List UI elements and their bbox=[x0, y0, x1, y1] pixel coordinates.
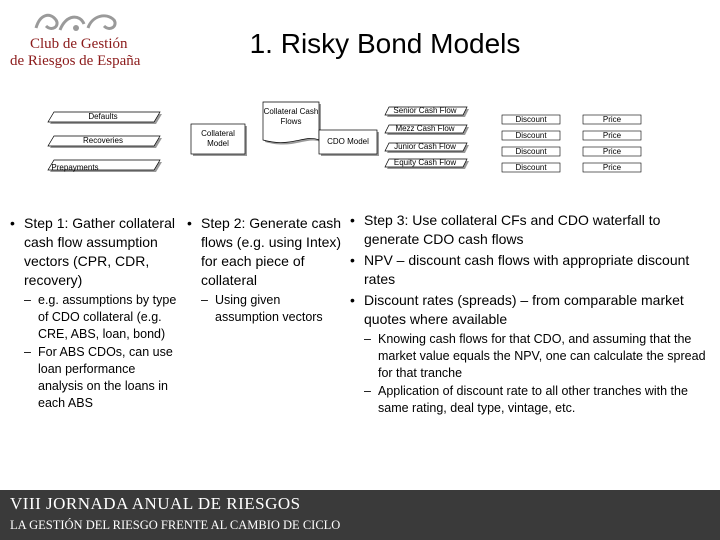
tranche-junior-label: Junior Cash Flow bbox=[394, 142, 456, 151]
step-1-bullet: • Step 1: Gather collateral cash flow assumption vectors (CPR, CDR, recovery) bbox=[8, 214, 180, 290]
footer-event-subtitle: LA GESTIÓN DEL RIESGO FRENTE AL CAMBIO DE CICLO bbox=[10, 518, 341, 532]
discount-label: Discount bbox=[515, 131, 547, 140]
tranche-senior-label: Senior Cash Flow bbox=[393, 106, 457, 115]
logo-emblem-icon bbox=[30, 8, 126, 36]
step-1-sub-bullet: – For ABS CDOs, can use loan performance analysis on the loans in each ABS bbox=[8, 344, 180, 412]
step-3-sub-bullet: – Application of discount rate to all other tranches with the same rating, deal type, vintage, etc. bbox=[348, 383, 710, 417]
footer-banner bbox=[0, 490, 720, 540]
input-defaults-label: Defaults bbox=[88, 112, 118, 121]
club-logo bbox=[8, 6, 148, 68]
step-2-column bbox=[185, 214, 343, 327]
price-label: Price bbox=[602, 115, 622, 124]
price-label: Price bbox=[602, 163, 622, 172]
step-1-sub-bullet: – e.g. assumptions by type of CDO collateral (e.g. CRE, ABS, loan, bond) bbox=[8, 292, 180, 343]
step-2-bullet: • Step 2: Generate cash flows (e.g. using Intex) for each piece of collateral bbox=[185, 214, 343, 290]
discount-label: Discount bbox=[515, 115, 547, 124]
tranche-equity-label: Equity Cash Flow bbox=[393, 158, 457, 167]
input-recoveries-label: Recoveries bbox=[82, 136, 123, 145]
step-1-column bbox=[8, 214, 180, 413]
price-label: Price bbox=[602, 131, 622, 140]
discount-label: Discount bbox=[515, 147, 547, 156]
collateral-cash-flows-label: Collateral Cash Flows bbox=[263, 107, 319, 126]
cdo-flow-diagram bbox=[0, 100, 720, 190]
step-2-sub-bullet: – Using given assumption vectors bbox=[185, 292, 343, 326]
cdo-model-label: CDO Model bbox=[327, 137, 369, 146]
price-label: Price bbox=[602, 147, 622, 156]
step-3-bullet: • Discount rates (spreads) – from comparable market quotes where available bbox=[348, 291, 710, 329]
step-3-bullet: • Step 3: Use collateral CFs and CDO waterfall to generate CDO cash flows bbox=[348, 211, 710, 249]
footer-event-title: VIII JORNADA ANUAL DE RIESGOS bbox=[10, 494, 301, 513]
collateral-model-label: Collateral Model bbox=[201, 129, 235, 148]
discount-label: Discount bbox=[515, 163, 547, 172]
step-3-column bbox=[348, 211, 710, 418]
logo-line-1: Club de Gestión bbox=[30, 36, 128, 52]
slide-title: 1. Risky Bond Models bbox=[249, 28, 521, 59]
step-3-sub-bullet: – Knowing cash flows for that CDO, and assuming that the market value equals the NPV, one can calculate the spread for that tranche bbox=[348, 331, 710, 382]
step-3-bullet: • NPV – discount cash flows with appropriate discount rates bbox=[348, 251, 710, 289]
logo-line-2: de Riesgos de España bbox=[10, 53, 141, 69]
tranche-mezz-label: Mezz Cash Flow bbox=[395, 124, 455, 133]
input-prepayments-label: Prepayments bbox=[51, 163, 99, 172]
